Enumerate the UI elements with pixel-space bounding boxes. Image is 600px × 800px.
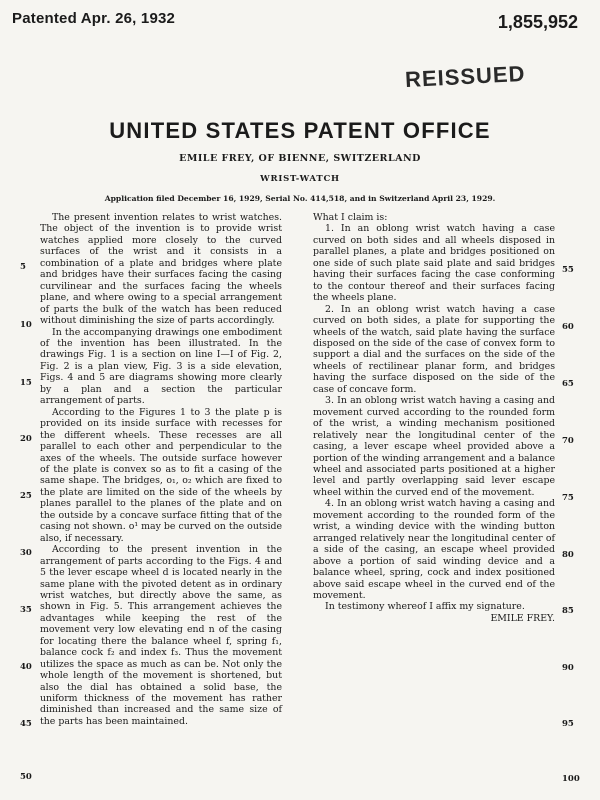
- line-number: 85: [562, 606, 574, 616]
- line-number: 75: [562, 493, 574, 503]
- claim: 2. In an oblong wrist watch having a case curved on both sides, a plate for supporting the wheels of the watch, said plate having the surface disposed on the side of the case of convex form to support a dial and the surfaces on the side of the wheels of rectilinear planar form, and bridges having the surface disposed on the side of the case of concave form.: [313, 303, 555, 395]
- patent-number: 1,855,952: [497, 12, 578, 32]
- description-paragraph: The present invention relates to wrist watches. The object of the invention is to provide wrist watches applied more closely to the curved surfaces of the wrist and it consists in a combination of a plate and bridges where plate and bridges have their surfaces facing the casing curvilinear and the surfaces facing the wheels plane, and where owing to a special arrangement of parts the bulk of the watch has been reduced without diminishing the size of parts accordingly.: [40, 212, 282, 327]
- line-number: 55: [562, 265, 574, 275]
- claim: 3. In an oblong wrist watch having a casing and movement curved according to the rounded form of the wrist, a winding mechanism positioned relatively near the longitudinal center of the casing, a lever escape wheel provided above a portion of the winding arrangement and a balance wheel and associated parts positioned at a higher level and partly overlapping said lever escape wheel within the curved end of the movement.: [313, 395, 555, 498]
- line-number: 40: [20, 662, 32, 672]
- line-number: 45: [20, 719, 32, 729]
- line-number: 95: [562, 719, 574, 729]
- claim: 4. In an oblong wrist watch having a casing and movement according to the rounded form of the wrist, a winding device with the winding button arranged relatively near the longitudinal center of a side of the casing, an escape wheel provided above a portion of said winding device and a balance wheel, spring, cock and index positioned above said escape wheel in the curved end of the movement.: [313, 498, 555, 601]
- line-number: 60: [562, 322, 574, 332]
- description-paragraph: In the accompanying drawings one embodiment of the invention has been illustrated. In the drawings Fig. 1 is a section on line I—I of Fig. 2, Fig. 2 is a plan view, Fig. 3 is a side elevation, Figs. 4 and 5 are diagrams showing more clearly by a plan and a section the particular arrangement of parts.: [40, 326, 282, 407]
- patent-date: Patented Apr. 26, 1932: [12, 10, 176, 27]
- line-number: 25: [20, 491, 32, 501]
- line-number: 70: [562, 436, 574, 446]
- line-number: 80: [562, 550, 574, 560]
- line-number: 20: [20, 434, 32, 444]
- invention-title: WRIST-WATCH: [260, 174, 340, 184]
- line-number: 50: [20, 772, 32, 782]
- line-number: 30: [20, 548, 32, 558]
- claims-intro: What I claim is:: [313, 212, 388, 223]
- inventor-signature: EMILE FREY.: [490, 612, 555, 624]
- application-line: Application filed December 16, 1929, Serial No. 414,518, and in Switzerland April 23, 1929.: [104, 194, 496, 203]
- reissued-stamp: REISSUED: [404, 60, 527, 93]
- line-number: 15: [20, 378, 32, 388]
- office-heading: UNITED STATES PATENT OFFICE: [109, 118, 491, 143]
- testimony-line: In testimony whereof I affix my signature.: [325, 601, 525, 613]
- claim: 1. In an oblong wrist watch having a case curved on both sides and all wheels disposed in parallel planes, a plate and bridges positioned on one side of such plate said plate and said bridges having their surfaces facing the case conforming to the contour thereof and their surfaces facing the wheels plane.: [313, 223, 555, 304]
- inventor-line: EMILE FREY, OF BIENNE, SWITZERLAND: [179, 153, 421, 164]
- line-number: 35: [20, 605, 32, 615]
- line-number: 65: [562, 379, 574, 389]
- line-number: 5: [20, 262, 26, 272]
- line-number: 10: [20, 320, 32, 330]
- line-number: 90: [562, 663, 574, 673]
- line-number: 100: [562, 774, 580, 784]
- description-paragraph: According to the present invention in the arrangement of parts according to the Figs. 4 and 5 the lever escape wheel d is located nearly in the same plane with the pivoted detent as in ordinary wrist watches, but directly above the same, as shown in Fig. 5. This arrangement achieves the advantages while keeping the rest of the movement very low elevating end n of the casing for locating there the balance wheel f, spring f₁, balance cock f₂ and index f₃. Thus the movement utilizes the space as much as can be. Not only the whole length of the movement is shortened, but also the dial has obtained a solid base, the uniform thickness of the movement has rather diminished than increased and the same size of the parts has been maintained.: [40, 544, 282, 727]
- description-paragraph: According to the Figures 1 to 3 the plate p is provided on its inside surface with recesses for the different wheels. These recesses are all parallel to each other and perpendicular to the axes of the wheels. The outside surface however of the plate is convex so as to fit a casing of the same shape. The bridges, o₁, o₂ which are fixed to the plate are limited on the side of the wheels by planes parallel to the planes of the plate and on the outside by a concave surface fitting that of the casing not shown. o¹ may be curved on the outside also, if necessary.: [40, 406, 282, 544]
- description-column: [40, 212, 282, 727]
- claims-column: [313, 212, 555, 624]
